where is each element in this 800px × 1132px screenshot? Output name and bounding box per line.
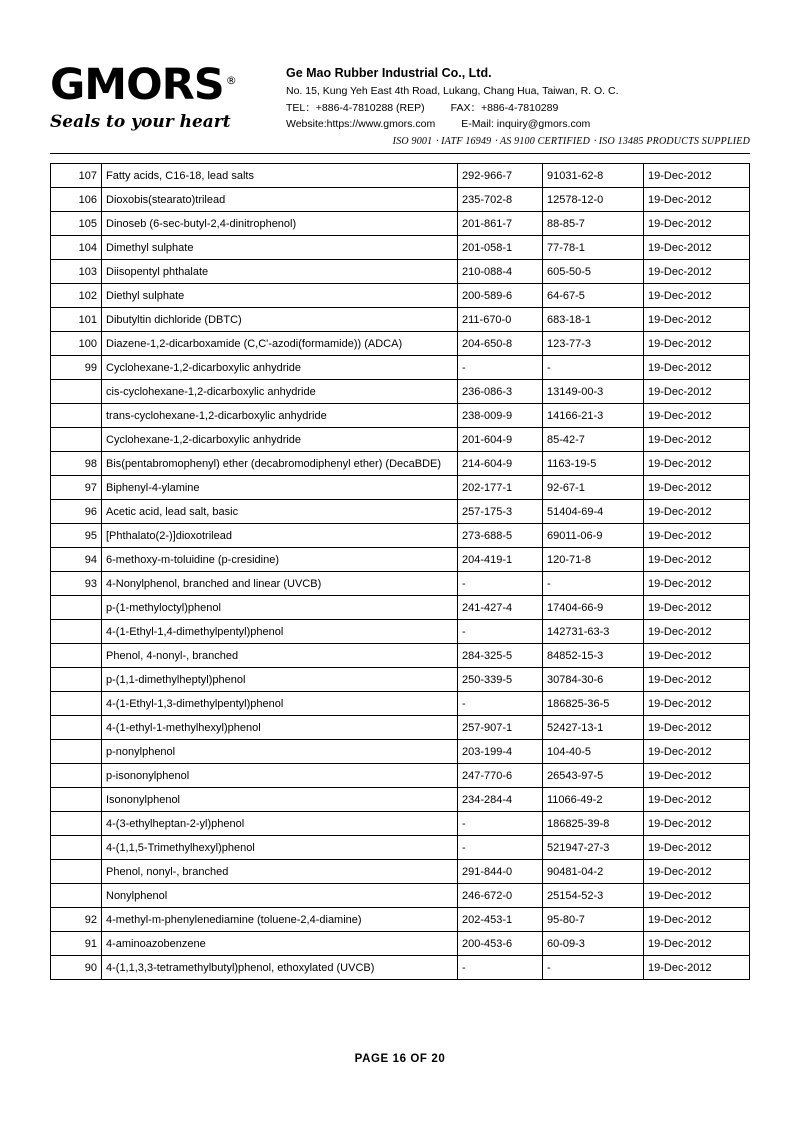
cell-ec-number: 204-650-8 [458,332,543,356]
cell-cas-number: 120-71-8 [543,548,644,572]
cell-number [51,620,102,644]
page-footer: PAGE 16 OF 20 [354,1053,446,1065]
cell-date: 19-Dec-2012 [644,404,750,428]
svhc-substance-table [50,163,750,980]
cell-substance-name: Nonylphenol [102,884,458,908]
cell-number: 90 [51,956,102,980]
cell-ec-number: 214-604-9 [458,452,543,476]
cell-substance-name: 4-(1,1,3,3-tetramethylbutyl)phenol, ethoxylated (UVCB) [102,956,458,980]
cell-cas-number: 60-09-3 [543,932,644,956]
table-row [51,308,750,332]
table-row [51,236,750,260]
table-row [51,692,750,716]
cell-cas-number: 25154-52-3 [543,884,644,908]
cell-substance-name: Dibutyltin dichloride (DBTC) [102,308,458,332]
cell-substance-name: p-(1,1-dimethylheptyl)phenol [102,668,458,692]
cell-substance-name: Diazene-1,2-dicarboxamide (C,C'-azodi(formamide)) (ADCA) [102,332,458,356]
table-row [51,668,750,692]
table-row [51,452,750,476]
cell-ec-number: 201-861-7 [458,212,543,236]
cell-number [51,428,102,452]
cell-cas-number: 521947-27-3 [543,836,644,860]
cell-cas-number: 51404-69-4 [543,500,644,524]
cell-date: 19-Dec-2012 [644,452,750,476]
cell-number: 94 [51,548,102,572]
company-website[interactable]: Website:https://www.gmors.com [286,118,436,130]
company-info [280,58,750,147]
cell-date: 19-Dec-2012 [644,620,750,644]
cell-ec-number: 247-770-6 [458,764,543,788]
company-logo [50,60,236,110]
company-fax: FAX：+886-4-7810289 [450,102,559,114]
cell-date: 19-Dec-2012 [644,908,750,932]
cell-number: 98 [51,452,102,476]
cell-date: 19-Dec-2012 [644,764,750,788]
cell-ec-number: 241-427-4 [458,596,543,620]
cell-number: 95 [51,524,102,548]
header-divider [50,153,750,154]
cell-substance-name: Biphenyl-4-ylamine [102,476,458,500]
cell-substance-name: Phenol, nonyl-, branched [102,860,458,884]
cell-cas-number: 186825-36-5 [543,692,644,716]
cell-ec-number: 246-672-0 [458,884,543,908]
cell-date: 19-Dec-2012 [644,380,750,404]
cell-cas-number: - [543,572,644,596]
cell-ec-number: 203-199-4 [458,740,543,764]
cell-ec-number: - [458,812,543,836]
table-row [51,644,750,668]
cell-substance-name: Dioxobis(stearato)trilead [102,188,458,212]
cell-ec-number: - [458,692,543,716]
cell-cas-number: 683-18-1 [543,308,644,332]
cell-number [51,860,102,884]
cell-number [51,764,102,788]
cell-substance-name: 4-Nonylphenol, branched and linear (UVCB) [102,572,458,596]
cell-date: 19-Dec-2012 [644,668,750,692]
certifications-line: ISO 9001 ‧ IATF 16949 ‧ AS 9100 CERTIFIED ‧ ISO 13485 PRODUCTS SUPPLIED [392,136,750,147]
cell-date: 19-Dec-2012 [644,500,750,524]
table-row [51,764,750,788]
cell-date: 19-Dec-2012 [644,308,750,332]
cell-substance-name: 4-aminoazobenzene [102,932,458,956]
cell-cas-number: 11066-49-2 [543,788,644,812]
cell-cas-number: 64-67-5 [543,284,644,308]
cell-cas-number: 95-80-7 [543,908,644,932]
cell-number: 107 [51,164,102,188]
cell-substance-name: 4-methyl-m-phenylenediamine (toluene-2,4-diamine) [102,908,458,932]
cell-substance-name: Dinoseb (6-sec-butyl-2,4-dinitrophenol) [102,212,458,236]
table-row [51,332,750,356]
cell-cas-number: 26543-97-5 [543,764,644,788]
cell-cas-number: 123-77-3 [543,332,644,356]
table-row [51,740,750,764]
cell-ec-number: 210-088-4 [458,260,543,284]
cell-substance-name: Bis(pentabromophenyl) ether (decabromodiphenyl ether) (DecaBDE) [102,452,458,476]
cell-number [51,668,102,692]
cell-cas-number: 85-42-7 [543,428,644,452]
cell-number [51,692,102,716]
cell-number: 99 [51,356,102,380]
cell-ec-number: 211-670-0 [458,308,543,332]
table-row [51,284,750,308]
cell-number: 103 [51,260,102,284]
cell-date: 19-Dec-2012 [644,476,750,500]
cell-substance-name: 4-(1-Ethyl-1,4-dimethylpentyl)phenol [102,620,458,644]
cell-ec-number: 200-589-6 [458,284,543,308]
cell-number [51,884,102,908]
table-row [51,500,750,524]
cell-ec-number: 200-453-6 [458,932,543,956]
cell-date: 19-Dec-2012 [644,164,750,188]
cell-ec-number: - [458,356,543,380]
brand-block [50,58,280,132]
table-row [51,620,750,644]
cell-cas-number: 14166-21-3 [543,404,644,428]
cell-ec-number: - [458,572,543,596]
table-row [51,548,750,572]
cell-number [51,380,102,404]
table-row [51,428,750,452]
cell-ec-number: 273-688-5 [458,524,543,548]
table-row [51,524,750,548]
registered-trademark-icon: ® [225,73,236,87]
cell-number: 105 [51,212,102,236]
cell-number [51,404,102,428]
cell-date: 19-Dec-2012 [644,596,750,620]
cell-date: 19-Dec-2012 [644,548,750,572]
cell-number [51,644,102,668]
cell-ec-number: 250-339-5 [458,668,543,692]
table-row [51,716,750,740]
cell-substance-name: 6-methoxy-m-toluidine (p-cresidine) [102,548,458,572]
cell-date: 19-Dec-2012 [644,284,750,308]
table-row [51,188,750,212]
table-row [51,812,750,836]
cell-substance-name: Dimethyl sulphate [102,236,458,260]
cell-number [51,596,102,620]
cell-substance-name: 4-(1-Ethyl-1,3-dimethylpentyl)phenol [102,692,458,716]
cell-cas-number: 92-67-1 [543,476,644,500]
cell-number: 93 [51,572,102,596]
cell-number [51,716,102,740]
cell-date: 19-Dec-2012 [644,860,750,884]
cell-substance-name: 4-(1-ethyl-1-methylhexyl)phenol [102,716,458,740]
cell-cas-number: 77-78-1 [543,236,644,260]
company-name: Ge Mao Rubber Industrial Co., Ltd. [286,66,492,80]
cell-cas-number: - [543,956,644,980]
cell-number: 106 [51,188,102,212]
cell-number: 97 [51,476,102,500]
cell-date: 19-Dec-2012 [644,356,750,380]
cell-date: 19-Dec-2012 [644,932,750,956]
cell-ec-number: 257-907-1 [458,716,543,740]
cell-date: 19-Dec-2012 [644,956,750,980]
table-row [51,932,750,956]
cell-number [51,836,102,860]
cell-substance-name: p-nonylphenol [102,740,458,764]
cell-number [51,812,102,836]
cell-substance-name: p-isononylphenol [102,764,458,788]
cell-cas-number: - [543,356,644,380]
cell-substance-name: Cyclohexane-1,2-dicarboxylic anhydride [102,428,458,452]
cell-date: 19-Dec-2012 [644,260,750,284]
company-contact-phone [286,100,750,115]
cell-cas-number: 1163-19-5 [543,452,644,476]
cell-ec-number: 202-453-1 [458,908,543,932]
cell-date: 19-Dec-2012 [644,236,750,260]
cell-date: 19-Dec-2012 [644,332,750,356]
cell-ec-number: 201-604-9 [458,428,543,452]
cell-date: 19-Dec-2012 [644,644,750,668]
cell-substance-name: [Phthalato(2-)]dioxotrilead [102,524,458,548]
cell-substance-name: Isononylphenol [102,788,458,812]
table-row [51,380,750,404]
cell-substance-name: Acetic acid, lead salt, basic [102,500,458,524]
cell-substance-name: trans-cyclohexane-1,2-dicarboxylic anhydride [102,404,458,428]
company-tel: TEL：+886-4-7810288 (REP) [286,102,425,114]
company-email[interactable]: E-Mail: inquiry@gmors.com [461,118,591,130]
cell-date: 19-Dec-2012 [644,884,750,908]
cell-ec-number: 204-419-1 [458,548,543,572]
page-header [50,58,750,151]
company-address: No. 15, Kung Yeh East 4th Road, Lukang, Chang Hua, Taiwan, R. O. C. [286,85,619,97]
cell-number: 96 [51,500,102,524]
cell-number: 100 [51,332,102,356]
logo-text: GMORS [50,60,224,110]
cell-cas-number: 90481-04-2 [543,860,644,884]
cell-ec-number: 257-175-3 [458,500,543,524]
cell-date: 19-Dec-2012 [644,188,750,212]
cell-cas-number: 605-50-5 [543,260,644,284]
cell-substance-name: 4-(1,1,5-Trimethylhexyl)phenol [102,836,458,860]
cell-cas-number: 17404-66-9 [543,596,644,620]
table-row [51,956,750,980]
cell-cas-number: 30784-30-6 [543,668,644,692]
cell-ec-number: 201-058-1 [458,236,543,260]
cell-ec-number: 202-177-1 [458,476,543,500]
table-row [51,860,750,884]
cell-ec-number: 284-325-5 [458,644,543,668]
table-row [51,164,750,188]
cell-ec-number: 291-844-0 [458,860,543,884]
table-row [51,356,750,380]
cell-ec-number: 236-086-3 [458,380,543,404]
table-row [51,404,750,428]
cell-cas-number: 12578-12-0 [543,188,644,212]
cell-date: 19-Dec-2012 [644,788,750,812]
cell-substance-name: Fatty acids, C16-18, lead salts [102,164,458,188]
cell-date: 19-Dec-2012 [644,836,750,860]
cell-date: 19-Dec-2012 [644,428,750,452]
cell-date: 19-Dec-2012 [644,740,750,764]
cell-cas-number: 104-40-5 [543,740,644,764]
table-row [51,884,750,908]
cell-substance-name: Cyclohexane-1,2-dicarboxylic anhydride [102,356,458,380]
cell-number: 102 [51,284,102,308]
cell-date: 19-Dec-2012 [644,524,750,548]
cell-cas-number: 69011-06-9 [543,524,644,548]
cell-ec-number: - [458,620,543,644]
table-row [51,596,750,620]
cell-cas-number: 52427-13-1 [543,716,644,740]
cell-ec-number: 235-702-8 [458,188,543,212]
cell-number: 91 [51,932,102,956]
cell-substance-name: cis-cyclohexane-1,2-dicarboxylic anhydride [102,380,458,404]
table-row [51,476,750,500]
table-row [51,572,750,596]
cell-ec-number: 292-966-7 [458,164,543,188]
cell-ec-number: 238-009-9 [458,404,543,428]
cell-number [51,740,102,764]
cell-substance-name: Diisopentyl phthalate [102,260,458,284]
table-row [51,788,750,812]
cell-cas-number: 91031-62-8 [543,164,644,188]
cell-date: 19-Dec-2012 [644,812,750,836]
cell-ec-number: 234-284-4 [458,788,543,812]
cell-cas-number: 13149-00-3 [543,380,644,404]
cell-substance-name: Diethyl sulphate [102,284,458,308]
table-body [51,164,750,980]
cell-cas-number: 88-85-7 [543,212,644,236]
cell-cas-number: 142731-63-3 [543,620,644,644]
table-row [51,212,750,236]
cell-date: 19-Dec-2012 [644,572,750,596]
cell-number [51,788,102,812]
cell-number: 104 [51,236,102,260]
cell-substance-name: p-(1-methyloctyl)phenol [102,596,458,620]
cell-cas-number: 84852-15-3 [543,644,644,668]
brand-tagline: Seals to your heart [50,112,231,132]
cell-number: 92 [51,908,102,932]
cell-number: 101 [51,308,102,332]
cell-date: 19-Dec-2012 [644,212,750,236]
company-contact-web [286,118,750,130]
cell-ec-number: - [458,836,543,860]
cell-ec-number: - [458,956,543,980]
table-row [51,260,750,284]
cell-date: 19-Dec-2012 [644,692,750,716]
table-row [51,908,750,932]
cell-cas-number: 186825-39-8 [543,812,644,836]
cell-substance-name: 4-(3-ethylheptan-2-yl)phenol [102,812,458,836]
cell-date: 19-Dec-2012 [644,716,750,740]
cell-substance-name: Phenol, 4-nonyl-, branched [102,644,458,668]
table-row [51,836,750,860]
